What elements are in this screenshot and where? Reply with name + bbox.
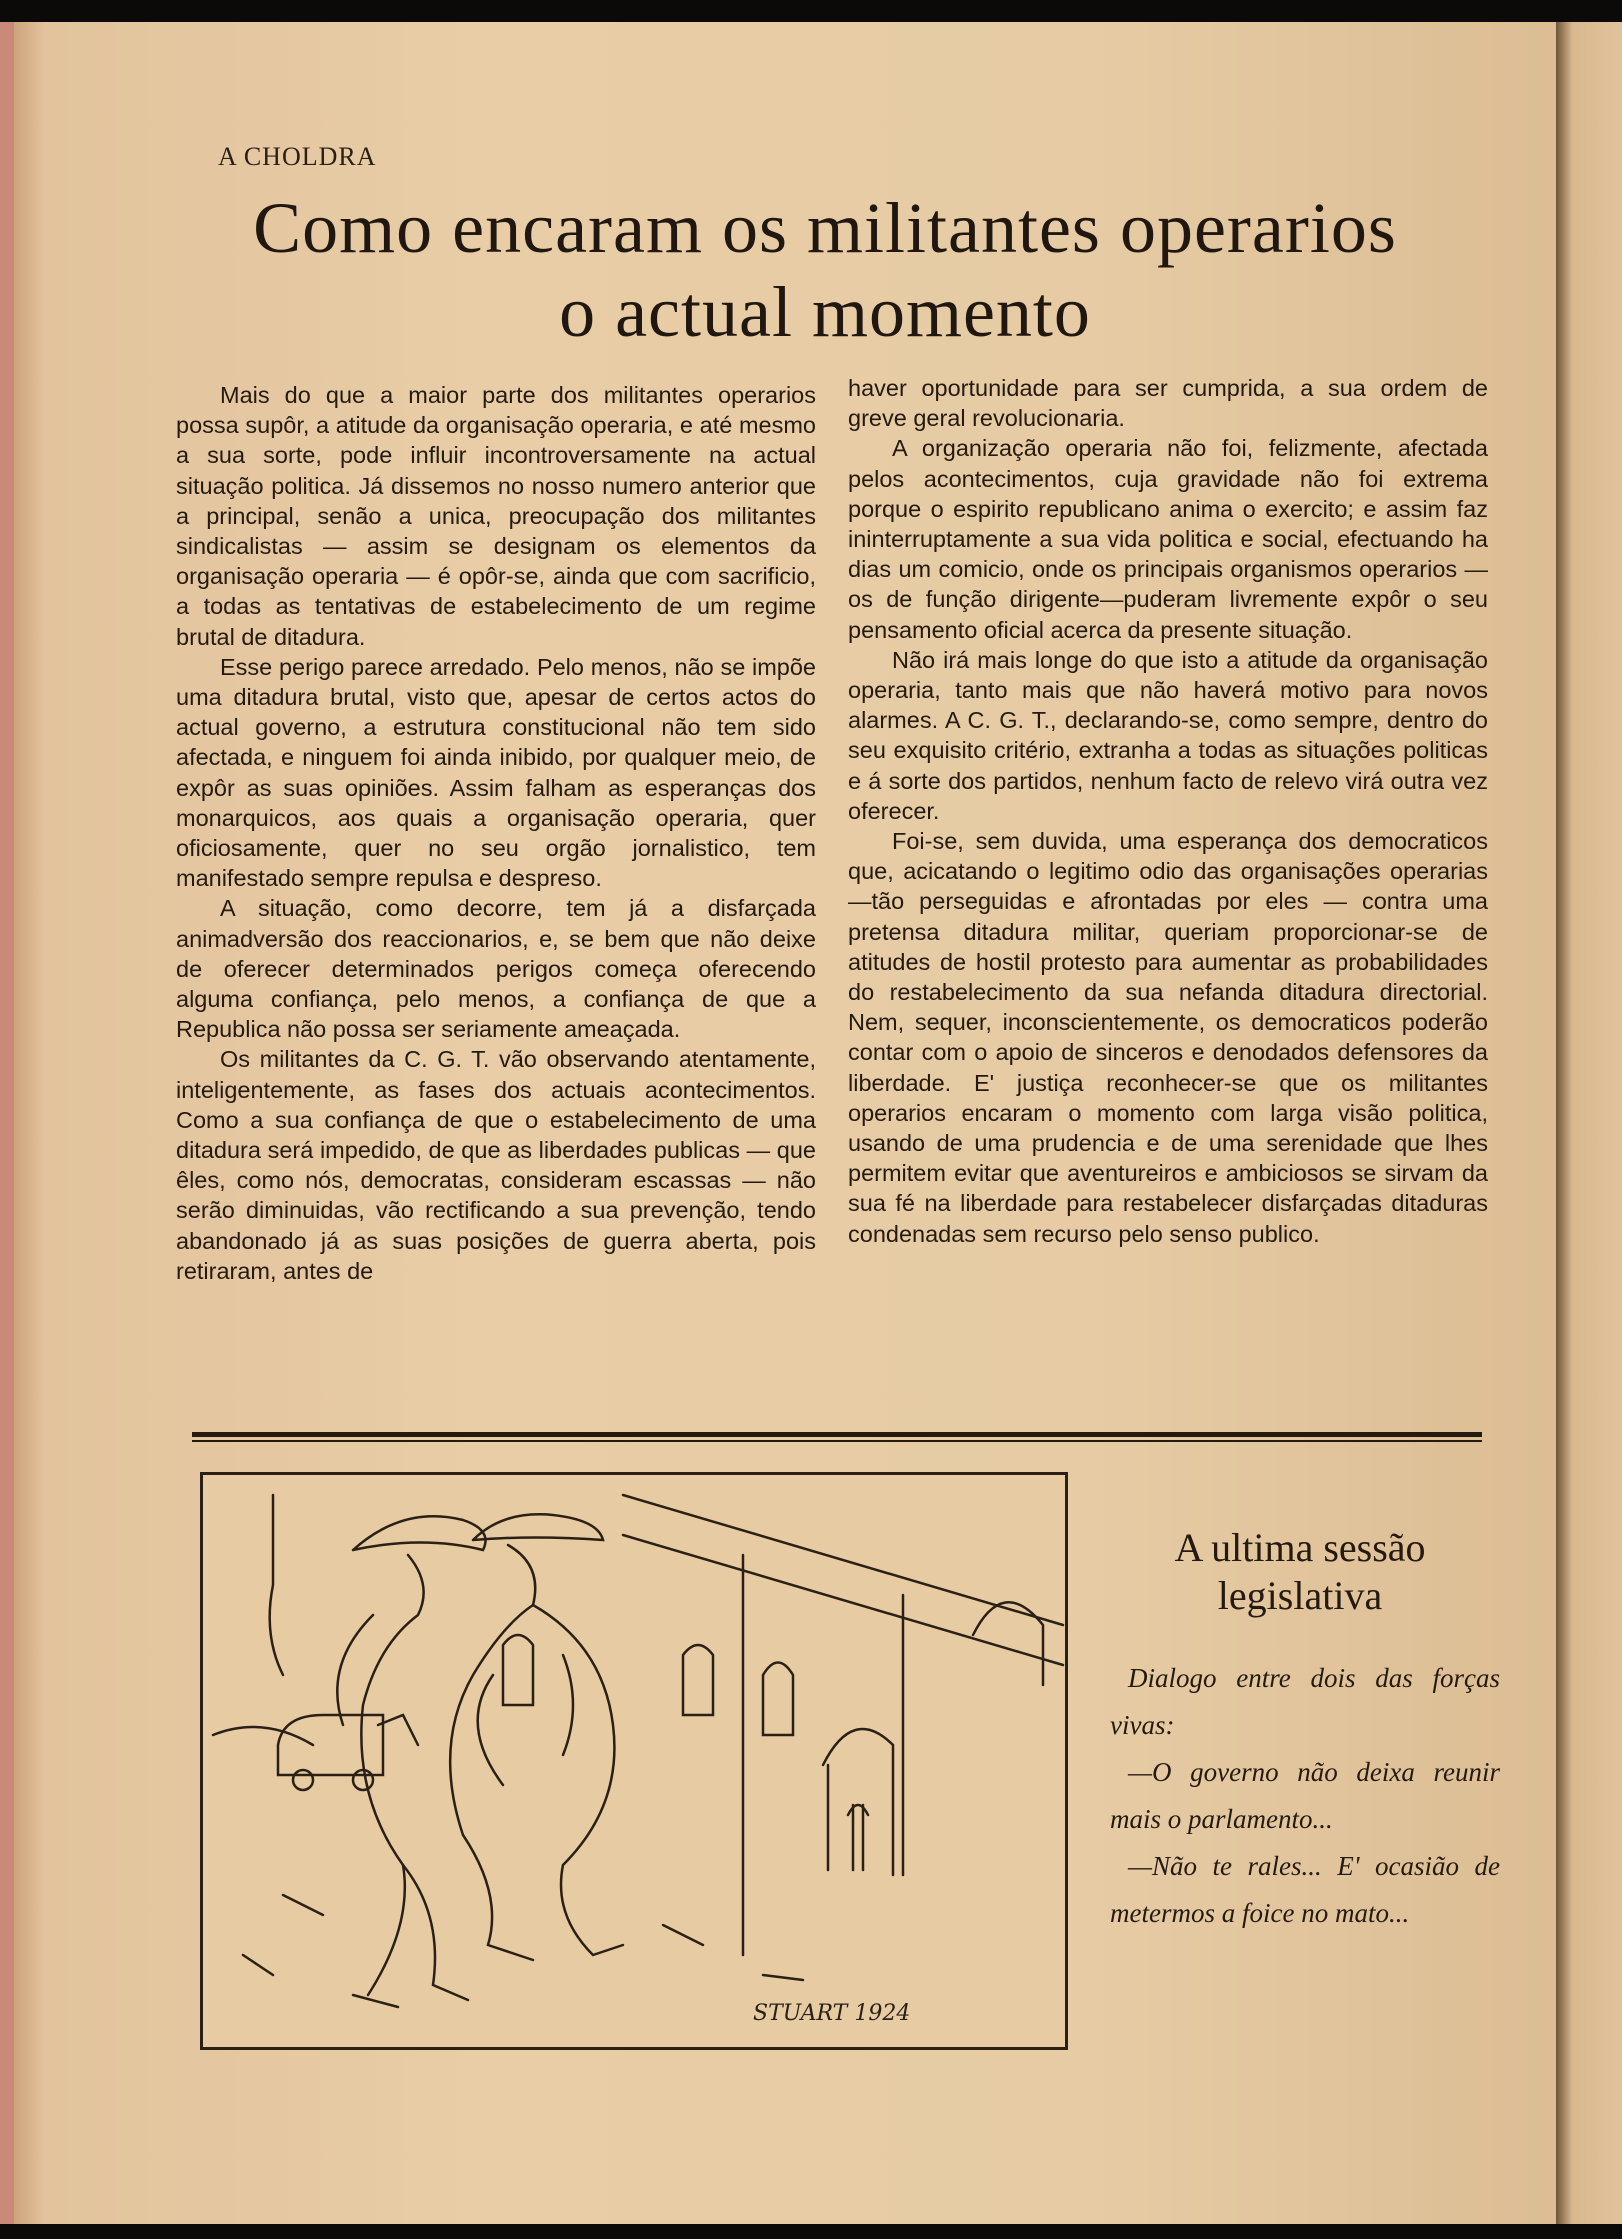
section-divider bbox=[192, 1432, 1482, 1437]
article-paragraph: Os militantes da C. G. T. vão observando atentamente, inteligentemente, as fases dos actuais acontecimentos. Como a sua confiança de que o estabelecimento de uma ditadura será impedido, de que as liberdades publicas — que êles, como nós, democratas, consideram escassas — não serão diminuidas, vão rectificando a sua prevenção, tendo abandonado já as suas posições de guerra aberta, pois retiraram, antes de bbox=[176, 1046, 816, 1284]
article-paragraph: Mais do que a maior parte dos militantes operarios possa supôr, a atitude da organisação operaria, e até mesmo a sua sorte, pode influir incontroversamente na actual situação politica. Já dissemos no nosso numero anterior que a principal, senão a unica, preocupação dos militantes sindicalistas — assim se designam os elementos da organisação operaria — é opôr-se, ainda que com sacrificio, a todas as tentativas de estabelecimento de um regime brutal de ditadura. bbox=[176, 382, 816, 650]
caption-line: —O governo não deixa reunir mais o parlamento... bbox=[1110, 1757, 1500, 1834]
article-right-column bbox=[848, 373, 1488, 1249]
cartoon-drawing bbox=[203, 1475, 1065, 2047]
article-paragraph: A organização operaria não foi, felizmente, afectada pelos acontecimentos, cuja gravidade não foi extrema porque o espirito republicano anima o exercito; e assim faz ininterruptamente a sua vida politica e social, efectuando ha dias um comicio, onde os principais organismos operarios — os de função dirigente—puderam livremente expôr o seu pensamento oficial acerca da presente situação. bbox=[848, 435, 1488, 643]
headline-line-2: o actual momento bbox=[559, 272, 1091, 352]
cartoon-caption bbox=[1110, 1655, 1500, 1937]
cartoon-signature: STUART 1924 bbox=[753, 2001, 911, 2026]
article-paragraph: Esse perigo parece arredado. Pelo menos, não se impõe uma ditadura brutal, visto que, apesar de certos actos do actual governo, a estrutura constitucional não tem sido afectada, e ninguem foi ainda inibido, por qualquer meio, de expôr as suas opiniões. Assim falham as esperanças dos monarquicos, aos quais a organisação operaria, quer oficiosamente, quer no seu orgão jornalistico, tem manifestado sempre repulsa e despreso. bbox=[176, 653, 816, 892]
cartoon-title bbox=[1100, 1524, 1500, 1620]
article-paragraph: haver oportunidade para ser cumprida, a sua ordem de greve geral revolucionaria. bbox=[848, 375, 1488, 432]
article-left-column bbox=[176, 380, 816, 1286]
cartoon-title-line-1: A ultima sessão bbox=[1174, 1525, 1426, 1570]
article-paragraph: Não irá mais longe do que isto a atitude da organisação operaria, tanto mais que não haverá motivo para novos alarmes. A C. G. T., declarando-se, como sempre, dentro do seu exquisito critério, extranha a todas as situações politicas e á sorte dos partidos, nenhum facto de relevo virá outra vez oferecer. bbox=[848, 646, 1488, 824]
headline bbox=[160, 186, 1490, 354]
article-paragraph: A situação, como decorre, tem já a disfarçada animadversão dos reaccionarios, e, se bem que não deixe de oferecer determinados perigos começa oferecendo alguma confiança, pelo menos, a confiança de que a Republica não possa ser seriamente ameaçada. bbox=[176, 895, 816, 1043]
next-page-edge bbox=[1556, 22, 1622, 2224]
scan-border bbox=[0, 2224, 1622, 2239]
caption-line: —Não te rales... E' ocasião de metermos a foice no mato... bbox=[1110, 1851, 1500, 1928]
article-paragraph: Foi-se, sem duvida, uma esperança dos democraticos que, acicatando o legitimo odio das organisações operarias—tão perseguidas e afrontadas por eles — contra uma pretensa ditadura militar, queriam proporcionar-se de atitudes de hostil protesto para aumentar as probabilidades do restabelecimento da sua nefanda ditadura directorial. Nem, sequer, inconscientemente, os democraticos poderão contar com o apoio de sinceros e denodados defensores da liberdade. E' justiça reconhecer-se que os militantes operarios encaram o momento com larga visão politica, usando de uma prudencia e de uma serenidade que lhes permitem evitar que aventureiros e ambiciosos se sirvam da sua fé na liberdade para restabelecer disfarçadas ditaduras condenadas sem recurso pelo senso publico. bbox=[848, 828, 1488, 1247]
cartoon-title-line-2: legislativa bbox=[1217, 1573, 1383, 1618]
cartoon-illustration bbox=[200, 1472, 1068, 2050]
caption-line: Dialogo entre dois das forças vivas: bbox=[1110, 1663, 1500, 1740]
section-divider-thin bbox=[192, 1440, 1482, 1442]
headline-line-1: Como encaram os militantes operarios bbox=[253, 188, 1397, 268]
publication-name: A CHOLDRA bbox=[218, 142, 377, 171]
